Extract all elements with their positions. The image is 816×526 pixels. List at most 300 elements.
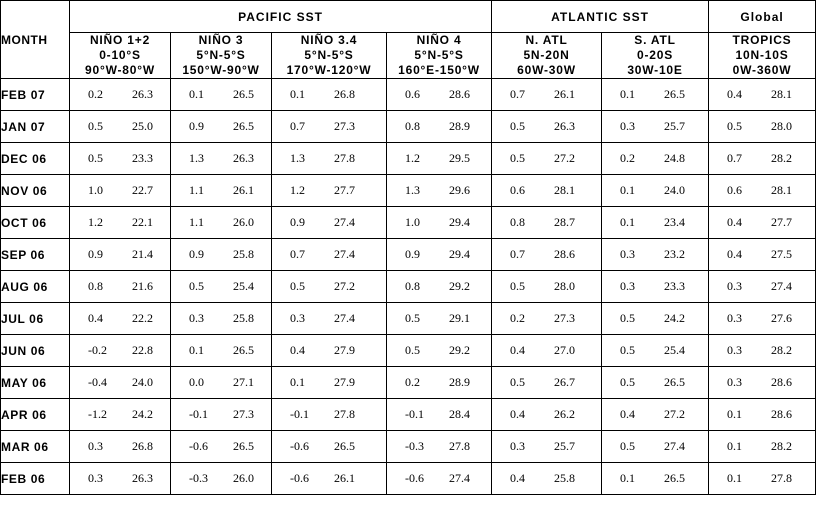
region-header-line: S. ATL [634, 33, 676, 47]
anomaly-value: 0.5 [620, 375, 636, 389]
temperature-value: 25.8 [233, 247, 254, 261]
value-cell [709, 367, 816, 399]
anomaly-value: 0.1 [290, 87, 305, 101]
region-header-line: 5°N-5°S [196, 48, 246, 62]
temperature-value: 23.3 [664, 279, 686, 293]
value-cell [602, 367, 709, 399]
anomaly-value: 0.3 [189, 311, 204, 325]
region-header-row [1, 33, 816, 79]
anomaly-value: 0.7 [727, 151, 743, 165]
temperature-value: 26.7 [554, 375, 576, 389]
anomaly-value: 0.3 [727, 343, 743, 357]
temperature-value: 26.5 [664, 375, 686, 389]
anomaly-value: 0.5 [620, 343, 636, 357]
temperature-value: 22.2 [132, 311, 153, 325]
temperature-value: 27.8 [449, 439, 470, 453]
anomaly-value: 0.8 [405, 119, 420, 133]
temperature-value: 27.6 [771, 311, 793, 325]
temperature-value: 26.5 [664, 471, 686, 485]
anomaly-value: 0.5 [727, 119, 743, 133]
value-cell [272, 111, 387, 143]
temperature-value: 27.9 [334, 375, 355, 389]
month-cell: JAN 07 [1, 111, 70, 143]
anomaly-value: 0.4 [620, 407, 636, 421]
anomaly-value: 1.2 [88, 215, 103, 229]
anomaly-value: 0.8 [88, 279, 103, 293]
temperature-value: 26.5 [233, 87, 254, 101]
value-cell [602, 207, 709, 239]
anomaly-value: 0.3 [620, 279, 636, 293]
value-cell [272, 143, 387, 175]
value-cell [171, 431, 272, 463]
value-cell [70, 335, 171, 367]
temperature-value: 28.9 [449, 119, 470, 133]
month-cell: AUG 06 [1, 271, 70, 303]
value-cell [272, 431, 387, 463]
temperature-value: 26.2 [554, 407, 576, 421]
anomaly-value: 0.5 [510, 279, 526, 293]
value-cell [70, 143, 171, 175]
region-header-line: N. ATL [525, 33, 568, 47]
region-header-line: NIÑO 3.4 [300, 33, 358, 47]
region-header-line: 60W-30W [517, 63, 576, 77]
value-cell [602, 239, 709, 271]
anomaly-value: 0.5 [510, 375, 526, 389]
value-cell [70, 367, 171, 399]
anomaly-value: 0.3 [620, 247, 636, 261]
anomaly-value: 0.2 [620, 151, 636, 165]
table-row [1, 143, 816, 175]
month-cell: JUN 06 [1, 335, 70, 367]
temperature-value: 28.1 [771, 183, 793, 197]
region-column-header [709, 33, 816, 79]
global-group-header: Global [709, 1, 816, 33]
temperature-value: 25.0 [132, 119, 153, 133]
anomaly-value: -1.2 [88, 407, 107, 421]
temperature-value: 29.5 [449, 151, 470, 165]
value-cell [602, 271, 709, 303]
anomaly-value: -0.6 [405, 471, 424, 485]
region-header-line: 5°N-5°S [414, 48, 464, 62]
table-row [1, 367, 816, 399]
anomaly-value: 0.3 [88, 439, 103, 453]
value-cell [387, 463, 492, 495]
temperature-value: 24.8 [664, 151, 686, 165]
temperature-value: 26.8 [132, 439, 153, 453]
temperature-value: 26.0 [233, 471, 254, 485]
temperature-value: 26.3 [132, 87, 153, 101]
temperature-value: 27.2 [334, 279, 355, 293]
temperature-value: 26.5 [334, 439, 355, 453]
temperature-value: 24.0 [132, 375, 153, 389]
temperature-value: 28.2 [771, 343, 793, 357]
table-row [1, 303, 816, 335]
value-cell [272, 207, 387, 239]
anomaly-value: 0.5 [620, 311, 636, 325]
value-cell [602, 463, 709, 495]
anomaly-value: 1.0 [405, 215, 420, 229]
value-cell [171, 143, 272, 175]
anomaly-value: 0.5 [620, 439, 636, 453]
value-cell [171, 463, 272, 495]
temperature-value: 26.8 [334, 87, 355, 101]
temperature-value: 23.4 [664, 215, 686, 229]
value-cell [387, 431, 492, 463]
anomaly-value: 0.9 [189, 119, 204, 133]
value-cell [709, 111, 816, 143]
anomaly-value: 0.1 [727, 439, 743, 453]
temperature-value: 28.6 [771, 407, 793, 421]
temperature-value: 27.2 [554, 151, 576, 165]
region-header-line: 160°E-150°W [398, 63, 480, 77]
temperature-value: 28.6 [449, 87, 470, 101]
anomaly-value: 0.3 [88, 471, 103, 485]
value-cell [272, 367, 387, 399]
anomaly-value: 0.3 [727, 279, 743, 293]
value-cell [492, 79, 602, 111]
anomaly-value: 0.1 [189, 87, 204, 101]
value-cell [272, 463, 387, 495]
value-cell [70, 303, 171, 335]
anomaly-value: 1.3 [290, 151, 305, 165]
value-cell [602, 111, 709, 143]
value-cell [709, 271, 816, 303]
anomaly-value: 1.1 [189, 215, 204, 229]
region-header-line: NIÑO 4 [416, 33, 462, 47]
value-cell [709, 303, 816, 335]
anomaly-value: 0.5 [88, 151, 103, 165]
region-header-line: 0-10°S [99, 48, 141, 62]
region-column-header [387, 33, 492, 79]
value-cell [602, 143, 709, 175]
anomaly-value: 1.1 [189, 183, 204, 197]
anomaly-value: 0.3 [727, 311, 743, 325]
temperature-value: 27.3 [233, 407, 254, 421]
value-cell [272, 271, 387, 303]
value-cell [70, 79, 171, 111]
region-header-line: 5N-20N [523, 48, 570, 62]
temperature-value: 27.7 [771, 215, 793, 229]
anomaly-value: 0.1 [620, 87, 636, 101]
value-cell [272, 399, 387, 431]
anomaly-value: -0.2 [88, 343, 107, 357]
anomaly-value: 0.0 [189, 375, 204, 389]
anomaly-value: 0.7 [290, 119, 305, 133]
anomaly-value: 1.0 [88, 183, 103, 197]
temperature-value: 27.9 [334, 343, 355, 357]
anomaly-value: 0.9 [290, 215, 305, 229]
value-cell [492, 367, 602, 399]
temperature-value: 27.3 [554, 311, 576, 325]
region-header-line: NIÑO 1+2 [89, 33, 151, 47]
temperature-value: 25.8 [554, 471, 576, 485]
temperature-value: 27.5 [771, 247, 793, 261]
anomaly-value: 0.1 [727, 471, 743, 485]
temperature-value: 29.1 [449, 311, 470, 325]
temperature-value: 22.7 [132, 183, 153, 197]
value-cell [492, 143, 602, 175]
month-cell: MAR 06 [1, 431, 70, 463]
value-cell [70, 463, 171, 495]
anomaly-value: 0.2 [88, 87, 103, 101]
anomaly-value: 0.7 [290, 247, 305, 261]
anomaly-value: 0.4 [727, 247, 743, 261]
region-column-header [492, 33, 602, 79]
value-cell [171, 111, 272, 143]
region-column-header [171, 33, 272, 79]
temperature-value: 26.1 [334, 471, 355, 485]
value-cell [387, 175, 492, 207]
value-cell [272, 175, 387, 207]
anomaly-value: 0.1 [189, 343, 204, 357]
value-cell [70, 239, 171, 271]
group-header-row [1, 1, 816, 33]
temperature-value: 26.1 [554, 87, 576, 101]
anomaly-value: 1.2 [405, 151, 420, 165]
temperature-value: 26.3 [132, 471, 153, 485]
region-column-header [602, 33, 709, 79]
value-cell [709, 175, 816, 207]
anomaly-value: 0.6 [405, 87, 420, 101]
anomaly-value: 0.8 [510, 215, 526, 229]
temperature-value: 21.4 [132, 247, 153, 261]
value-cell [70, 207, 171, 239]
temperature-value: 22.1 [132, 215, 153, 229]
anomaly-value: -0.1 [405, 407, 424, 421]
anomaly-value: 0.5 [510, 151, 526, 165]
value-cell [709, 207, 816, 239]
table-row [1, 463, 816, 495]
value-cell [272, 239, 387, 271]
value-cell [171, 399, 272, 431]
month-cell: OCT 06 [1, 207, 70, 239]
value-cell [602, 175, 709, 207]
value-cell [602, 399, 709, 431]
region-header-line: 0W-360W [732, 63, 792, 77]
temperature-value: 28.0 [771, 119, 793, 133]
value-cell [709, 431, 816, 463]
temperature-value: 24.2 [132, 407, 153, 421]
region-header-line: 0-20S [637, 48, 674, 62]
value-cell [171, 207, 272, 239]
value-cell [492, 239, 602, 271]
temperature-value: 27.4 [771, 279, 793, 293]
anomaly-value: 0.4 [510, 407, 526, 421]
month-cell: DEC 06 [1, 143, 70, 175]
anomaly-value: 0.6 [510, 183, 526, 197]
anomaly-value: 0.3 [510, 439, 526, 453]
value-cell [70, 175, 171, 207]
region-header-line: 150°W-90°W [182, 63, 260, 77]
anomaly-value: -0.6 [290, 471, 309, 485]
anomaly-value: -0.3 [189, 471, 208, 485]
temperature-value: 23.3 [132, 151, 153, 165]
value-cell [387, 271, 492, 303]
value-cell [387, 399, 492, 431]
anomaly-value: -0.1 [189, 407, 208, 421]
anomaly-value: -0.1 [290, 407, 309, 421]
anomaly-value: 0.8 [405, 279, 420, 293]
value-cell [387, 239, 492, 271]
month-cell: APR 06 [1, 399, 70, 431]
anomaly-value: 0.4 [727, 215, 743, 229]
temperature-value: 28.7 [554, 215, 576, 229]
value-cell [709, 399, 816, 431]
anomaly-value: 0.4 [510, 343, 526, 357]
value-cell [492, 431, 602, 463]
temperature-value: 29.4 [449, 215, 470, 229]
anomaly-value: 0.1 [620, 215, 636, 229]
value-cell [171, 271, 272, 303]
anomaly-value: 0.4 [290, 343, 305, 357]
temperature-value: 27.8 [334, 151, 355, 165]
region-column-header [70, 33, 171, 79]
anomaly-value: -0.3 [405, 439, 424, 453]
anomaly-value: 0.5 [290, 279, 305, 293]
value-cell [602, 303, 709, 335]
temperature-value: 28.1 [771, 87, 793, 101]
anomaly-value: 0.5 [189, 279, 204, 293]
anomaly-value: 0.5 [88, 119, 103, 133]
region-header-line: 10N-10S [735, 48, 789, 62]
anomaly-value: 0.9 [405, 247, 420, 261]
temperature-value: 27.4 [334, 215, 355, 229]
temperature-value: 26.5 [233, 119, 254, 133]
temperature-value: 27.3 [334, 119, 355, 133]
temperature-value: 27.4 [334, 247, 355, 261]
value-cell [171, 303, 272, 335]
atlantic-sst-group-header: ATLANTIC SST [492, 1, 709, 33]
value-cell [602, 335, 709, 367]
temperature-value: 23.2 [664, 247, 686, 261]
value-cell [171, 239, 272, 271]
value-cell [709, 335, 816, 367]
anomaly-value: 1.3 [189, 151, 204, 165]
temperature-value: 28.0 [554, 279, 576, 293]
value-cell [709, 79, 816, 111]
temperature-value: 26.3 [554, 119, 576, 133]
month-cell: FEB 07 [1, 79, 70, 111]
value-cell [387, 143, 492, 175]
temperature-value: 26.1 [233, 183, 254, 197]
temperature-value: 25.7 [664, 119, 686, 133]
temperature-value: 25.4 [233, 279, 254, 293]
value-cell [387, 111, 492, 143]
region-column-header [272, 33, 387, 79]
temperature-value: 25.4 [664, 343, 686, 357]
value-cell [70, 399, 171, 431]
value-cell [387, 79, 492, 111]
anomaly-value: 0.4 [510, 471, 526, 485]
temperature-value: 29.2 [449, 343, 470, 357]
temperature-value: 28.6 [554, 247, 576, 261]
anomaly-value: 0.3 [727, 375, 743, 389]
value-cell [70, 271, 171, 303]
value-cell [70, 431, 171, 463]
anomaly-value: -0.6 [290, 439, 309, 453]
anomaly-value: 0.9 [88, 247, 103, 261]
anomaly-value: 0.1 [290, 375, 305, 389]
temperature-value: 27.7 [334, 183, 355, 197]
month-column-header: MONTH [1, 1, 70, 79]
table-row [1, 111, 816, 143]
value-cell [492, 399, 602, 431]
temperature-value: 25.7 [554, 439, 576, 453]
value-cell [387, 367, 492, 399]
month-cell: JUL 06 [1, 303, 70, 335]
temperature-value: 27.0 [554, 343, 576, 357]
table-row [1, 239, 816, 271]
table-body [1, 79, 816, 495]
table-row [1, 335, 816, 367]
region-header-line: 170°W-120°W [286, 63, 372, 77]
value-cell [602, 431, 709, 463]
month-cell: SEP 06 [1, 239, 70, 271]
value-cell [70, 111, 171, 143]
value-cell [272, 303, 387, 335]
anomaly-value: -0.4 [88, 375, 107, 389]
value-cell [492, 207, 602, 239]
anomaly-value: 0.1 [620, 471, 636, 485]
temperature-value: 28.2 [771, 151, 793, 165]
temperature-value: 27.1 [233, 375, 254, 389]
anomaly-value: 1.3 [405, 183, 420, 197]
table-row [1, 207, 816, 239]
temperature-value: 29.6 [449, 183, 470, 197]
month-cell: FEB 06 [1, 463, 70, 495]
value-cell [492, 335, 602, 367]
value-cell [709, 143, 816, 175]
value-cell [492, 463, 602, 495]
region-header-line: 90°W-80°W [85, 63, 155, 77]
region-header-line: 5°N-5°S [304, 48, 354, 62]
anomaly-value: 0.7 [510, 87, 526, 101]
table-row [1, 175, 816, 207]
temperature-value: 22.8 [132, 343, 153, 357]
temperature-value: 26.5 [233, 343, 254, 357]
temperature-value: 27.8 [334, 407, 355, 421]
value-cell [387, 207, 492, 239]
value-cell [171, 79, 272, 111]
value-cell [171, 335, 272, 367]
anomaly-value: 0.2 [510, 311, 526, 325]
value-cell [492, 175, 602, 207]
pacific-sst-group-header: PACIFIC SST [70, 1, 492, 33]
anomaly-value: 0.3 [620, 119, 636, 133]
temperature-value: 24.2 [664, 311, 686, 325]
temperature-value: 27.4 [334, 311, 355, 325]
temperature-value: 29.4 [449, 247, 470, 261]
temperature-value: 28.1 [554, 183, 576, 197]
value-cell [387, 303, 492, 335]
temperature-value: 26.5 [664, 87, 686, 101]
temperature-value: 28.4 [449, 407, 470, 421]
anomaly-value: 0.5 [405, 343, 420, 357]
region-header-line: TROPICS [732, 33, 792, 47]
temperature-value: 26.5 [233, 439, 254, 453]
month-cell: MAY 06 [1, 367, 70, 399]
temperature-value: 28.9 [449, 375, 470, 389]
temperature-value: 28.2 [771, 439, 793, 453]
temperature-value: 27.4 [449, 471, 470, 485]
anomaly-value: 0.6 [727, 183, 743, 197]
anomaly-value: 0.1 [620, 183, 636, 197]
temperature-value: 21.6 [132, 279, 153, 293]
month-cell: NOV 06 [1, 175, 70, 207]
value-cell [171, 367, 272, 399]
anomaly-value: 0.4 [88, 311, 103, 325]
anomaly-value: 0.1 [727, 407, 743, 421]
